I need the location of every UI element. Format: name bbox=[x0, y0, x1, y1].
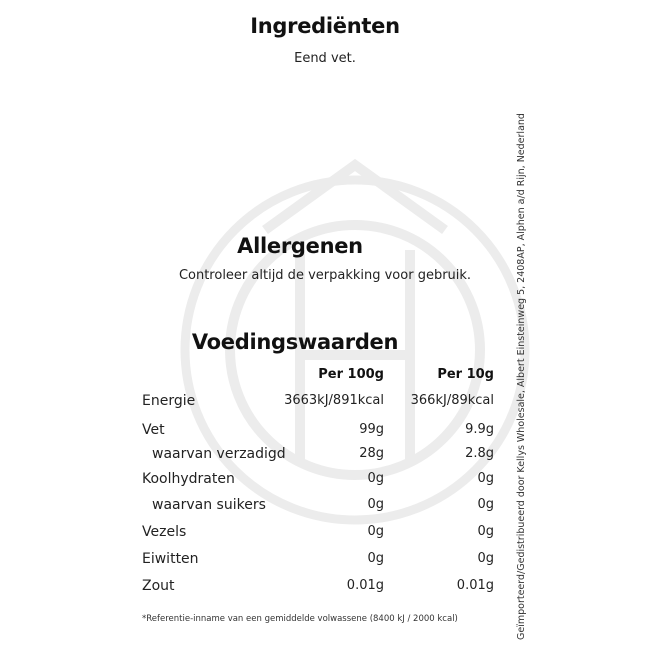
row-label: waarvan verzadigd bbox=[152, 446, 286, 462]
value-per-100g: 0.01g bbox=[346, 578, 384, 593]
value-per-10g: 0g bbox=[477, 497, 494, 512]
row-label: Eiwitten bbox=[142, 551, 199, 567]
row-label: Energie bbox=[142, 393, 196, 409]
row-label: waarvan suikers bbox=[152, 497, 266, 513]
nutrition-row-energie bbox=[0, 393, 650, 413]
reference-intake-footnote: *Referentie-inname van een gemiddelde volwassene (8400 kJ / 2000 kcal) bbox=[142, 614, 458, 624]
ingredients-title: Ingrediënten bbox=[250, 14, 400, 38]
nutrition-row-waarvan-verzadigd bbox=[0, 446, 650, 466]
nutrition-row-vezels bbox=[0, 524, 650, 544]
value-per-100g: 0g bbox=[367, 524, 384, 539]
value-per-100g: 0g bbox=[367, 497, 384, 512]
row-label: Zout bbox=[142, 578, 175, 594]
value-per-100g: 3663kJ/891kcal bbox=[284, 393, 384, 408]
nutrition-row-waarvan-suikers bbox=[0, 497, 650, 517]
row-label: Koolhydraten bbox=[142, 471, 235, 487]
nutrition-row-vet bbox=[0, 422, 650, 442]
importer-text: Geïmporteerd/Gedistribueerd door Kellys Wholesale, Albert Einsteinweg 5, 2408AP, Alphen a/d Rijn, Nederland bbox=[516, 113, 527, 640]
nutrition-row-zout bbox=[0, 578, 650, 598]
nutrition-row-eiwitten bbox=[0, 551, 650, 571]
column-header-per-100g: Per 100g bbox=[318, 367, 384, 382]
row-label: Vet bbox=[142, 422, 165, 438]
value-per-10g: 0g bbox=[477, 551, 494, 566]
value-per-10g: 9.9g bbox=[465, 422, 494, 437]
value-per-100g: 0g bbox=[367, 551, 384, 566]
value-per-10g: 366kJ/89kcal bbox=[410, 393, 494, 408]
ingredients-text: Eend vet. bbox=[294, 51, 356, 66]
value-per-10g: 0.01g bbox=[456, 578, 494, 593]
value-per-10g: 0g bbox=[477, 471, 494, 486]
row-label: Vezels bbox=[142, 524, 187, 540]
column-header-per-10g: Per 10g bbox=[437, 367, 494, 382]
value-per-10g: 2.8g bbox=[465, 446, 494, 461]
value-per-10g: 0g bbox=[477, 524, 494, 539]
nutrition-title: Voedingswaarden bbox=[191, 330, 399, 354]
allergens-title: Allergenen bbox=[237, 234, 363, 258]
nutrition-row-koolhydraten bbox=[0, 471, 650, 491]
value-per-100g: 99g bbox=[359, 422, 384, 437]
allergens-text: Controleer altijd de verpakking voor gebruik. bbox=[178, 268, 472, 283]
value-per-100g: 28g bbox=[359, 446, 384, 461]
value-per-100g: 0g bbox=[367, 471, 384, 486]
